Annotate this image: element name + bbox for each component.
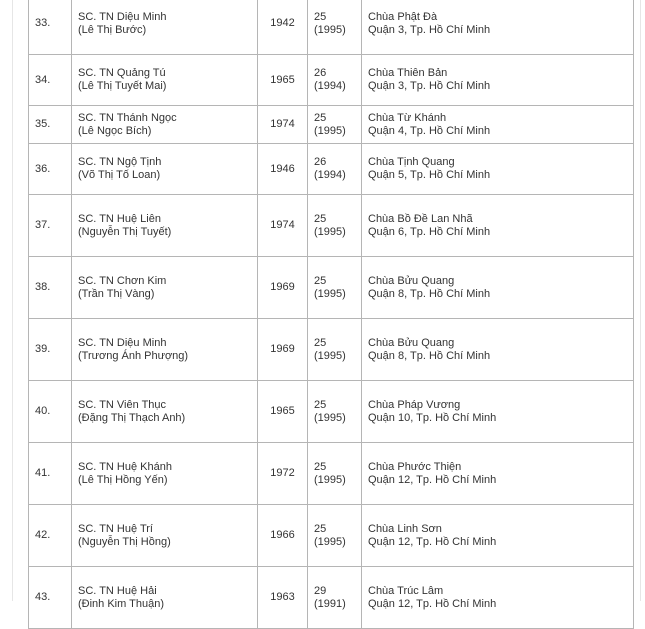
table-row — [29, 505, 634, 567]
name-cell — [72, 443, 258, 505]
row-number: 39. — [29, 319, 72, 381]
birth-year: 1965 — [258, 381, 308, 443]
temple-cell — [362, 443, 634, 505]
temple-cell — [362, 257, 634, 319]
temple-location: Quận 12, Tp. Hồ Chí Minh — [368, 597, 497, 610]
name-cell — [72, 55, 258, 106]
row-number: 38. — [29, 257, 72, 319]
temple-name: Chùa Trúc Lâm — [368, 584, 444, 597]
age-cell — [308, 443, 362, 505]
temple-location: Quận 5, Tp. Hồ Chí Minh — [368, 169, 491, 181]
age-value: 29 — [314, 584, 327, 597]
birth-year: 1965 — [258, 55, 308, 106]
age-cell — [308, 505, 362, 567]
age-cell — [308, 106, 362, 144]
temple-name: Chùa Từ Khánh — [368, 111, 447, 124]
temple-name: Chùa Phước Thiện — [368, 460, 462, 473]
row-number: 34. — [29, 55, 72, 106]
table-row — [29, 257, 634, 319]
temple-cell — [362, 195, 634, 257]
temple-location: Quận 12, Tp. Hồ Chí Minh — [368, 473, 497, 486]
age-year: (1994) — [314, 169, 346, 181]
temple-location: Quận 6, Tp. Hồ Chí Minh — [368, 225, 491, 238]
row-number: 36. — [29, 144, 72, 195]
lay-name: (Nguyễn Thị Hồng) — [78, 535, 171, 548]
age-value: 25 — [314, 336, 327, 349]
temple-name: Chùa Phật Đà — [368, 10, 438, 23]
temple-location: Quận 10, Tp. Hồ Chí Minh — [368, 411, 497, 424]
temple-name: Chùa Linh Sơn — [368, 522, 442, 535]
age-cell — [308, 144, 362, 195]
age-year: (1995) — [314, 287, 346, 300]
table-row — [29, 567, 634, 629]
table-row — [29, 0, 634, 55]
age-year: (1995) — [314, 349, 346, 362]
name-cell — [72, 144, 258, 195]
name-cell — [72, 106, 258, 144]
age-cell — [308, 55, 362, 106]
age-year: (1995) — [314, 473, 346, 486]
dharma-name: SC. TN Chơn Kim — [78, 274, 167, 287]
dharma-name: SC. TN Thánh Ngọc — [78, 111, 177, 124]
age-value: 26 — [314, 156, 327, 168]
temple-cell — [362, 144, 634, 195]
dharma-name: SC. TN Huệ Hải — [78, 584, 157, 597]
name-cell — [72, 381, 258, 443]
page-left-border — [12, 0, 13, 601]
table-row — [29, 319, 634, 381]
nun-roster-table — [28, 0, 634, 629]
lay-name: (Đinh Kim Thuận) — [78, 597, 164, 610]
age-value: 25 — [314, 522, 327, 535]
birth-year: 1942 — [258, 0, 308, 55]
birth-year: 1972 — [258, 443, 308, 505]
temple-name: Chùa Bửu Quang — [368, 336, 455, 349]
dharma-name: SC. TN Huệ Liên — [78, 212, 161, 225]
age-value: 25 — [314, 10, 327, 23]
temple-cell — [362, 505, 634, 567]
temple-name: Chùa Bồ Đề Lan Nhã — [368, 212, 473, 225]
table-row — [29, 106, 634, 144]
age-year: (1995) — [314, 124, 346, 137]
lay-name: (Lê Thị Tuyết Mai) — [78, 80, 167, 92]
name-cell — [72, 505, 258, 567]
dharma-name: SC. TN Huệ Khánh — [78, 460, 172, 473]
birth-year: 1963 — [258, 567, 308, 629]
dharma-name: SC. TN Diệu Minh — [78, 10, 167, 23]
age-year: (1995) — [314, 23, 346, 36]
age-value: 25 — [314, 460, 327, 473]
table-row — [29, 443, 634, 505]
temple-name: Chùa Tịnh Quang — [368, 156, 455, 168]
name-cell — [72, 319, 258, 381]
lay-name: (Trần Thị Vàng) — [78, 287, 155, 300]
lay-name: (Đặng Thị Thạch Anh) — [78, 411, 186, 424]
dharma-name: SC. TN Quảng Tú — [78, 67, 166, 79]
age-value: 25 — [314, 212, 327, 225]
row-number: 37. — [29, 195, 72, 257]
temple-cell — [362, 55, 634, 106]
name-cell — [72, 195, 258, 257]
lay-name: (Lê Thị Bước) — [78, 23, 147, 36]
temple-location: Quận 4, Tp. Hồ Chí Minh — [368, 124, 491, 137]
age-year: (1994) — [314, 80, 346, 92]
age-value: 25 — [314, 111, 327, 124]
temple-location: Quận 3, Tp. Hồ Chí Minh — [368, 80, 491, 92]
dharma-name: SC. TN Viên Thục — [78, 398, 167, 411]
table-row — [29, 55, 634, 106]
dharma-name: SC. TN Huệ Trí — [78, 522, 153, 535]
age-cell — [308, 0, 362, 55]
temple-location: Quận 3, Tp. Hồ Chí Minh — [368, 23, 491, 36]
temple-name: Chùa Pháp Vương — [368, 398, 461, 411]
age-year: (1991) — [314, 597, 346, 610]
dharma-name: SC. TN Ngộ Tịnh — [78, 156, 162, 168]
age-cell — [308, 381, 362, 443]
lay-name: (Lê Ngọc Bích) — [78, 124, 152, 137]
age-value: 26 — [314, 67, 327, 79]
temple-location: Quận 8, Tp. Hồ Chí Minh — [368, 287, 491, 300]
dharma-name: SC. TN Diệu Minh — [78, 336, 167, 349]
row-number: 35. — [29, 106, 72, 144]
name-cell — [72, 567, 258, 629]
age-year: (1995) — [314, 535, 346, 548]
birth-year: 1974 — [258, 106, 308, 144]
row-number: 43. — [29, 567, 72, 629]
temple-location: Quận 8, Tp. Hồ Chí Minh — [368, 349, 491, 362]
temple-cell — [362, 319, 634, 381]
age-cell — [308, 319, 362, 381]
temple-name: Chùa Bửu Quang — [368, 274, 455, 287]
age-year: (1995) — [314, 411, 346, 424]
table-row — [29, 195, 634, 257]
table-row — [29, 381, 634, 443]
temple-cell — [362, 567, 634, 629]
row-number: 41. — [29, 443, 72, 505]
age-cell — [308, 257, 362, 319]
name-cell — [72, 0, 258, 55]
age-year: (1995) — [314, 225, 346, 238]
age-value: 25 — [314, 398, 327, 411]
birth-year: 1969 — [258, 257, 308, 319]
lay-name: (Võ Thị Tố Loan) — [78, 169, 161, 181]
lay-name: (Nguyễn Thị Tuyết) — [78, 225, 172, 238]
row-number: 42. — [29, 505, 72, 567]
birth-year: 1946 — [258, 144, 308, 195]
age-value: 25 — [314, 274, 327, 287]
lay-name: (Trương Ánh Phượng) — [78, 349, 189, 362]
lay-name: (Lê Thị Hồng Yến) — [78, 473, 168, 486]
birth-year: 1969 — [258, 319, 308, 381]
age-cell — [308, 567, 362, 629]
birth-year: 1966 — [258, 505, 308, 567]
table-row — [29, 144, 634, 195]
temple-location: Quận 12, Tp. Hồ Chí Minh — [368, 535, 497, 548]
name-cell — [72, 257, 258, 319]
row-number: 40. — [29, 381, 72, 443]
row-number: 33. — [29, 0, 72, 55]
temple-cell — [362, 0, 634, 55]
birth-year: 1974 — [258, 195, 308, 257]
temple-cell — [362, 106, 634, 144]
page-right-border — [640, 0, 641, 601]
age-cell — [308, 195, 362, 257]
temple-cell — [362, 381, 634, 443]
temple-name: Chùa Thiên Bản — [368, 67, 448, 79]
